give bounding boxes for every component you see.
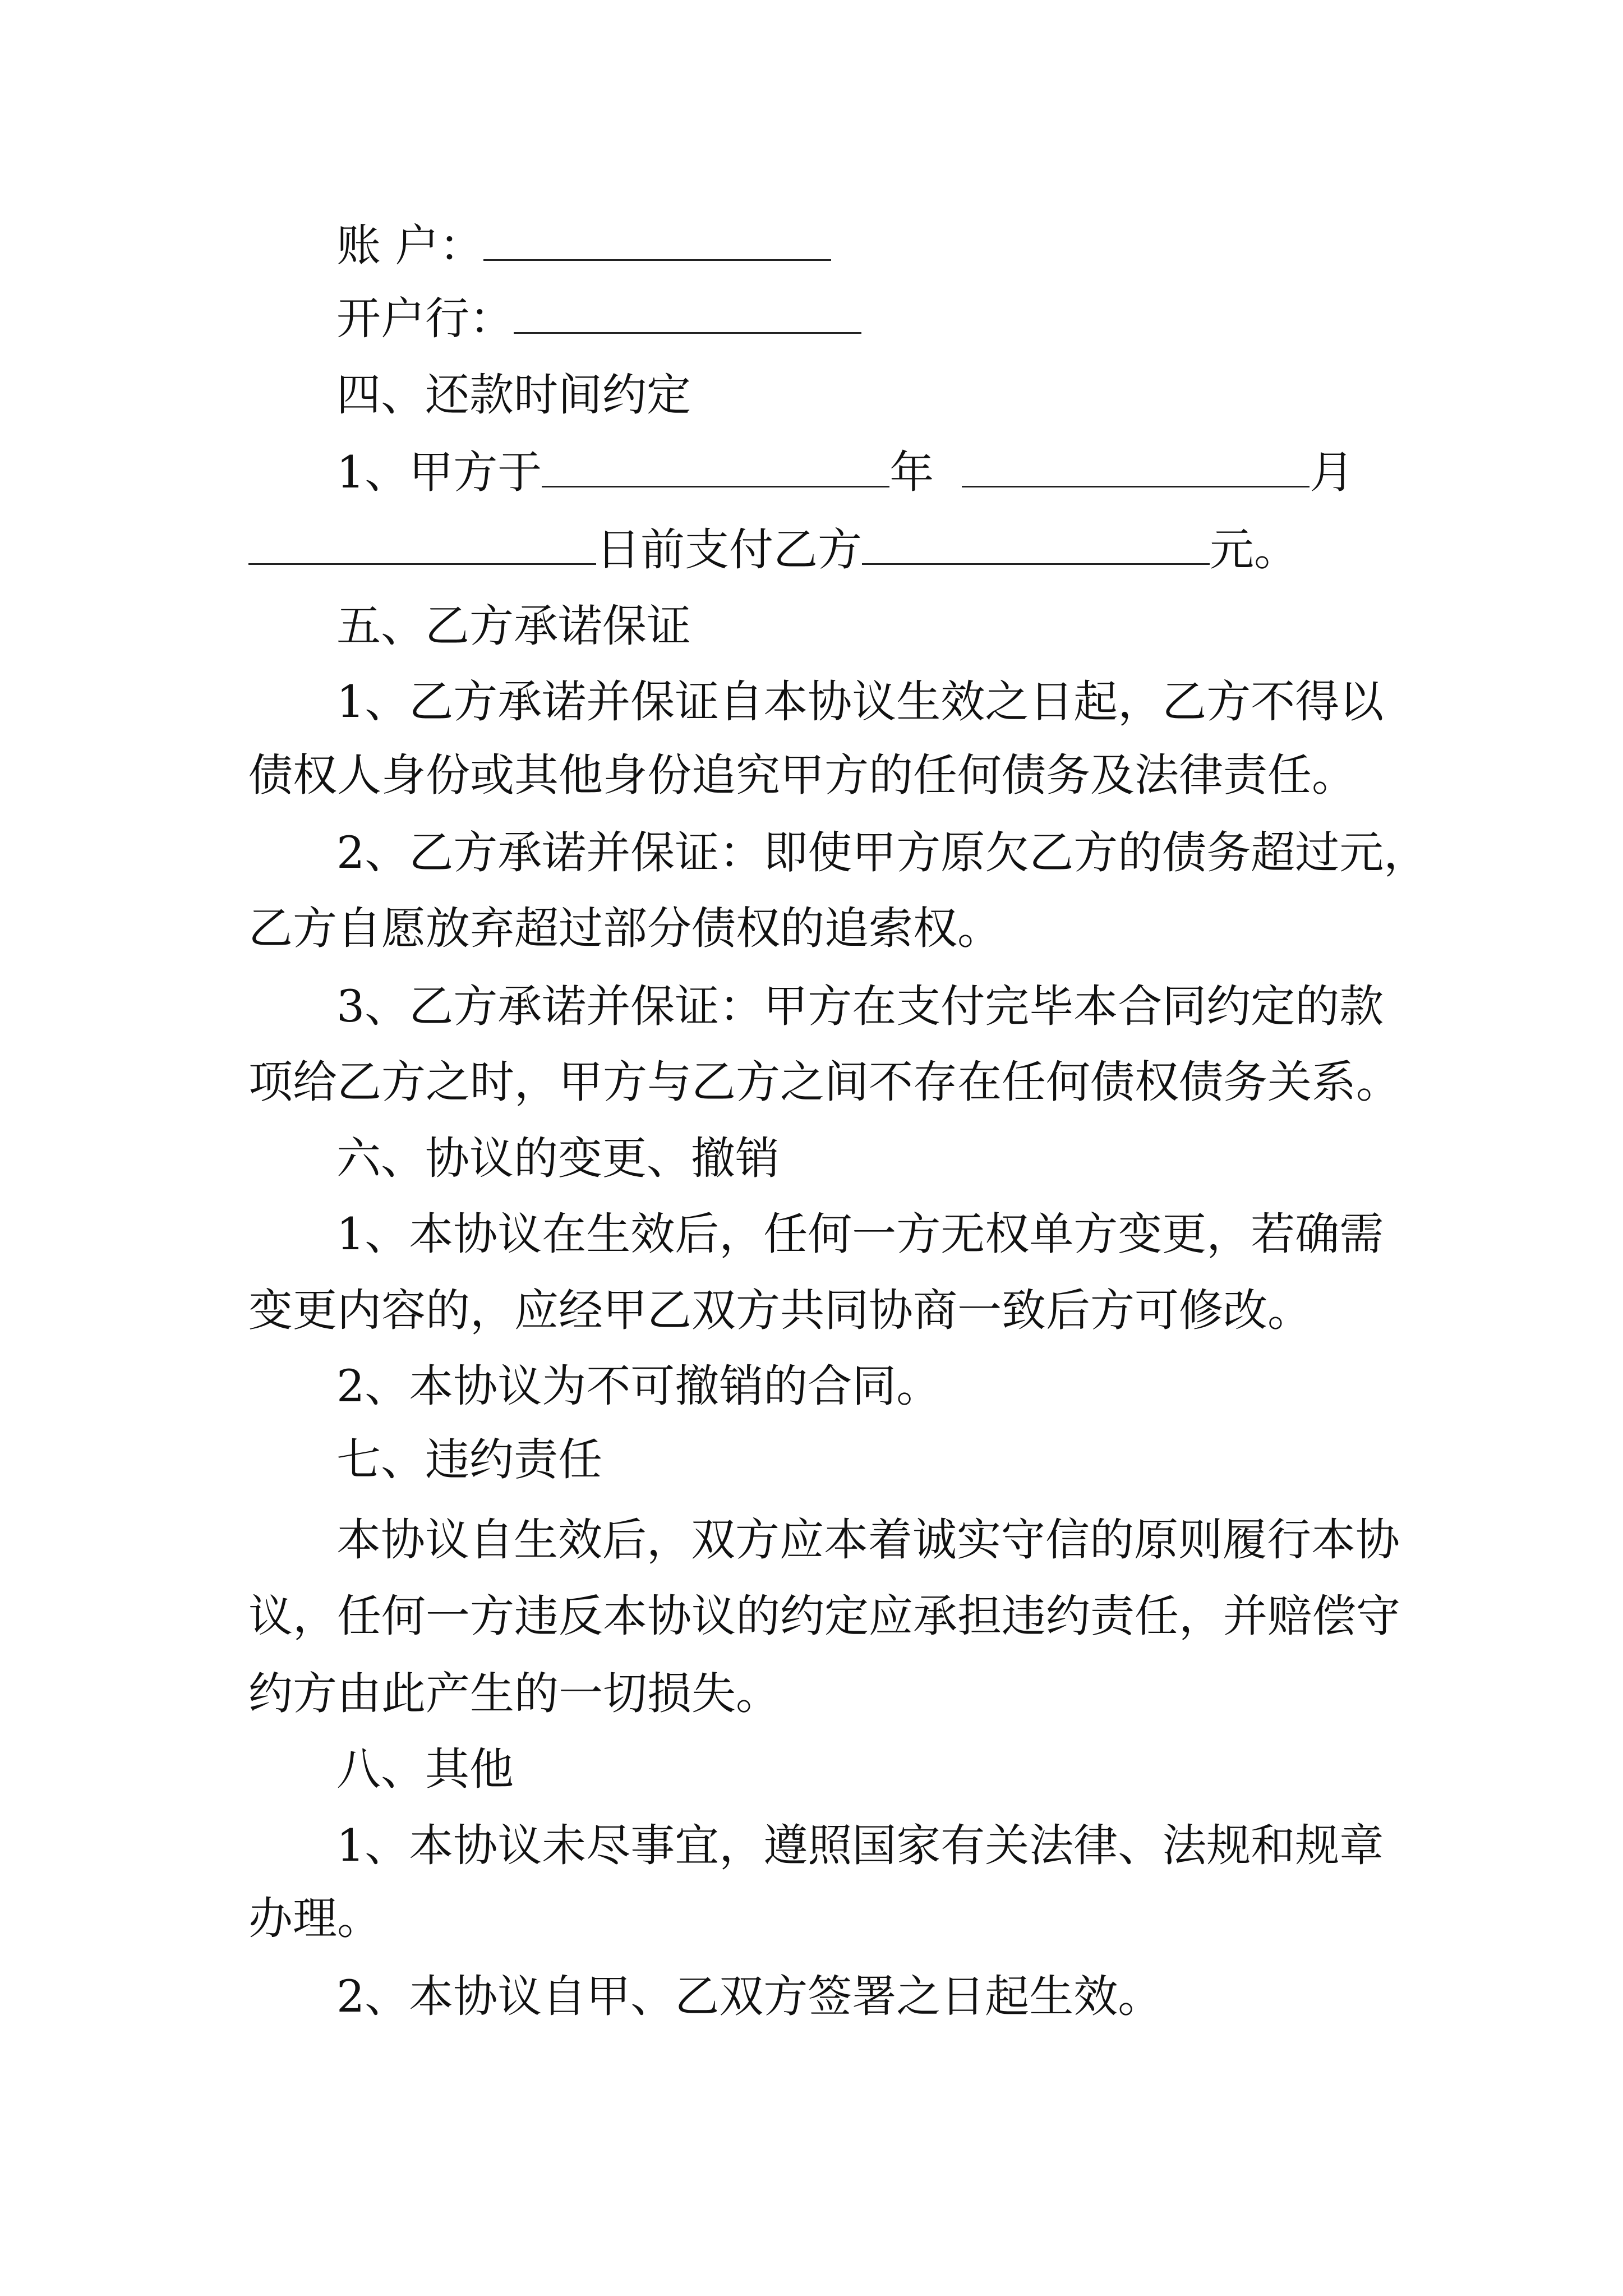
day-blank — [248, 530, 596, 565]
bank-blank — [514, 298, 861, 334]
text: 1、甲方于 — [336, 447, 542, 498]
paragraph: 约方由此产生的一切损失。 — [248, 1668, 780, 1719]
bank-line — [336, 293, 861, 344]
account-label: 账 户： — [336, 220, 484, 272]
paragraph: 议，任何一方违反本协议的约定应承担违约责任，并赔偿守 — [248, 1590, 1400, 1642]
paragraph: 债权人身份或其他身份追究甲方的任何债务及法律责任。 — [248, 749, 1356, 801]
section-4-item-1-cont — [248, 524, 1298, 575]
bank-label: 开户行： — [336, 293, 514, 344]
year-blank — [542, 452, 889, 487]
paragraph: 1、本协议未尽事宜，遵照国家有关法律、法规和规章 — [336, 1820, 1384, 1871]
paragraph: 3、乙方承诺并保证：甲方在支付完毕本合同约定的款 — [336, 981, 1384, 1032]
account-blank — [483, 226, 831, 261]
paragraph: 乙方自愿放弃超过部分债权的追索权。 — [248, 903, 1002, 954]
paragraph: 2、本协议自甲、乙双方签署之日起生效。 — [336, 1971, 1163, 2022]
paragraph: 本协议自生效后，双方应本着诚实守信的原则履行本协 — [336, 1514, 1400, 1566]
text: 月 — [1310, 447, 1354, 498]
paragraph: 变更内容的，应经甲乙双方共同协商一致后方可修改。 — [248, 1285, 1312, 1336]
section-7-title: 七、违约责任 — [336, 1434, 602, 1485]
text: 日前支付乙方 — [596, 524, 862, 576]
section-4-item-1 — [336, 447, 1354, 498]
section-5-title: 五、乙方承诺保证 — [336, 600, 691, 652]
amount-blank — [862, 530, 1210, 565]
paragraph: 2、本协议为不可撤销的合同。 — [336, 1360, 941, 1412]
month-blank — [962, 452, 1310, 487]
paragraph: 1、乙方承诺并保证自本协议生效之日起，乙方不得以 — [336, 676, 1384, 728]
text: 元。 — [1210, 524, 1298, 576]
paragraph: 办理。 — [248, 1893, 381, 1944]
section-8-title: 八、其他 — [336, 1743, 514, 1795]
paragraph: 项给乙方之时，甲方与乙方之间不存在任何债权债务关系。 — [248, 1056, 1400, 1108]
section-6-title: 六、协议的变更、撤销 — [336, 1133, 780, 1184]
section-4-title: 四、还款时间约定 — [336, 369, 691, 421]
paragraph: 1、本协议在生效后，任何一方无权单方变更，若确需 — [336, 1208, 1384, 1260]
account-line — [336, 220, 831, 271]
paragraph: 2、乙方承诺并保证：即使甲方原欠乙方的债务超过元， — [336, 827, 1428, 878]
text: 年 — [889, 447, 934, 498]
